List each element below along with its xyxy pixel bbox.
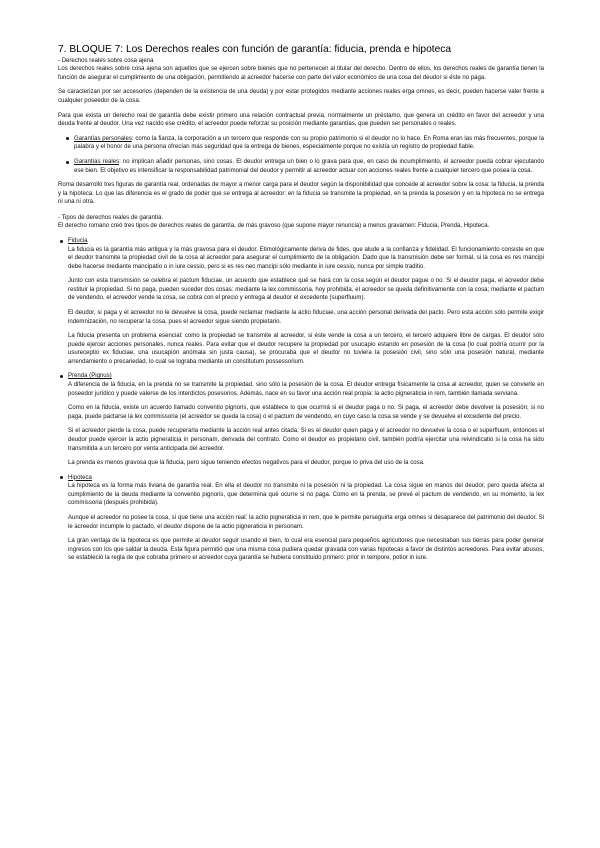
types-intro: El derecho romano creó tres tipos de derechos reales de garantía, de más gravoso (que supone mayor renuncia) a menos gravamen: Fiducia, Prenda, Hipoteca.: [58, 223, 490, 230]
section-heading: [58, 474, 544, 483]
section-heading: [58, 372, 544, 381]
fiducia-paragraph-3: El deudor, si paga y el acreedor no le devuelve la cosa, puede reclamar mediante la actio fiduciae, una acción personal derivada del pacto. Pero esta acción sólo permite exigir indemnización, no recuperar la cosa, pues el acreedor sigue siendo propietario.: [68, 310, 544, 325]
bullet-term: Garantías personales: [74, 135, 132, 142]
bullet-text: : no implican añadir personas, sino cosas. El deudor entrega un bien o lo grava para que, en caso de incumplimiento, el acreedor pueda cobrar ejecutando ese bien. El objetivo es intensificar la responsabilidad patrimonial del deudor y permitir al acreedor actuar con acciones reales frente a cualquier tercero que posea la cosa.: [74, 158, 544, 174]
bullet-text: : como la fianza, la corporación a un tercero que responde con su propio patrimonio si el deudor no lo hace. En Roma eran las más frecuentes, porque la palabra y el honor de una persona ofrecían más seguridad que la entrega de bienes, especialmente porque no existía un registro de propiedad fiable.: [74, 135, 544, 151]
section-prenda: [58, 372, 544, 467]
intro-paragraph-1: Los derechos reales sobre cosa ajena son aquellos que se ejercen sobre bienes que no pertenecen al titular del derecho. Dentro de ellos, los derechos reales de garantía tienen la función de asegurar el cumplimiento de una obligación, permitiendo al acreedor hacerse con parte del valor económico de una cosa del deudor si éste no paga.: [58, 66, 544, 81]
types-heading: - Tipos de derechos reales de garantía.: [58, 214, 164, 221]
section-heading-text: Fiducia: [68, 237, 88, 244]
document-title: 7. BLOQUE 7: Los Derechos reales con función de garantía: fiducia, prenda e hipoteca: [58, 44, 452, 55]
intro-paragraph-3: Para que exista un derecho real de garantía debe existir primero una relación contractual previa, normalmente un préstamo, que genera un crédito en favor del acreedor y una deuda frente al deudor. Una vez nacido ese crédito, el acreedor puede reforzar su posición mediante garantías, que pueden ser personales o reales.: [58, 112, 544, 128]
section-hipoteca: [58, 474, 544, 563]
intro-paragraph-2: Se caracterizan por ser accesorios (dependen de la existencia de una deuda) y por estar protegidos mediante acciones reales erga omnes, es decir, pueden hacerse valer frente a cualquier poseedor de la cosa.: [58, 89, 544, 105]
hipoteca-paragraph-2: Aunque el acreedor no posee la cosa, sí que tiene una acción real: la actio pigneraticia in rem, que le permite perseguirla erga omnes si desaparece del patrimonio del deudor. Si le acreedor incumple lo pactado, el deudor dispone de la actio pigneraticia in personam.: [68, 515, 544, 530]
section-heading-text: Hipoteca: [68, 474, 92, 481]
section-heading-text: Prenda (Pignus): [68, 373, 112, 380]
section-fiducia: [58, 237, 544, 367]
bullet-personal-guarantees: [64, 135, 544, 152]
fiducia-paragraph-1: La fiducia es la garantía más antigua y la más gravosa para el deudor. Etimológicamente deriva de fides, que alude a la confianza y fidelidad. El funcionamiento consiste en que el deudor transmite la propiedad civil de la cosa al acreedor para asegurar el cumplimiento de la obligación. Dado que la transmisión debe ser formal, si la cosa es res mancipi debe hacerse mediante mancipatio o in iure cessio, pero si es res nec mancipi sólo mediante in iure cessio, nunca por simple traditio.: [68, 246, 544, 270]
prenda-paragraph-4: La prenda es menos gravosa que la fiducia, pero sigue teniendo efectos negativos para el deudor, porque lo priva del uso de la cosa.: [68, 460, 425, 467]
hipoteca-paragraph-3: La gran ventaja de la hipoteca es que permite al deudor seguir usando el bien, lo cual era esencial para pequeños agricultores que necesitaban sus tierras para poder generar ingresos con los que saldar la deuda. Esta figura permitió que una misma cosa pudiera quedar gravada con varias hipotecas a favor de distintos acreedores. Para evitar abusos, se estableció la regla de que cobraba primero el acreedor cuya garantía se hubiera constituido primero: prior in tempore, potior in iure.: [68, 538, 544, 562]
prenda-paragraph-3: Si el acreedor pierde la cosa, puede recuperarla mediante la acción real antes citada. Si es el deudor quien paga y el acreedor no devuelve la cosa o el superfluum, entonces el deudor puede ejercer la actio pigneraticia in personam, derivada del contrato. Como el deudor es propietario civil, también podría ejercitar una reivindicatio si la cosa ha sido transmitida a un tercero por venta anticipada del acreedor.: [68, 428, 544, 452]
fiducia-paragraph-4: La fiducia presenta un problema esencial: como la propiedad se transmite al acreedor, si éste vende la cosa a un tercero, el tercero adquiere libre de cargas. El deudor sólo puede ejercer acciones personales, nunca reales. Para evitar que el deudor recupere la propiedad por usucapio estando en posesión de la cosa (lo cual podría ocurrir por la usureceptio ex fiduciae, una usucapión anómala sin justa causa), se procuraba que el deudor no tuviera la posesión civil, sino sólo una posesión natural, mediante arrendamiento o precariedad, lo cual se lograba mediante un constitutum possessorium.: [68, 333, 544, 365]
prenda-paragraph-2: Como en la fiducia, existe un acuerdo llamado conventio pignoris, que establece lo que ocurrirá si el deudor paga o no. Si paga, el acreedor debe devolver la posesión; si no paga, puede pactarse la lex commissoria (el acreedor se queda la cosa) o el pactum de vendendo, en cuyo caso la cosa se vende y se devuelve el excedente del precio.: [68, 405, 544, 420]
section-subtitle: - Derechos reales sobre cosa ajena: [58, 57, 154, 64]
after-bullets-paragraph: Roma desarrolló tres figuras de garantía real, ordenadas de mayor a menor carga para el deudor según la disponibilidad que concede al acreedor sobre la cosa: la fiducia, la prenda y la hipoteca. Lo que las diferencia es el grado de poder que se entrega al acreedor: en la fiducia se transmite la propiedad, en la prenda la posesión y en la hipoteca no se entrega ni una ni otra.: [58, 182, 544, 206]
prenda-paragraph-1: A diferencia de la fiducia, en la prenda no se transmite la propiedad, sino sólo la posesión de la cosa. El deudor entrega físicamente la cosa al acreedor, quien se convierte en poseedor jurídico y puede valerse de los interdictos posesorios. Además, nace en su favor una acción real propia: la actio pigneraticia in rem, también llamada serviana.: [68, 382, 544, 397]
bullet-term: Garantías reales: [74, 158, 120, 165]
bullet-real-guarantees: [64, 158, 544, 175]
fiducia-paragraph-2: Junto con esta transmisión se celebra el pactum fiduciae, un acuerdo que establece qué se hará con la cosa según el deudor pague o no. Si el deudor paga, el acreedor debe restituir la propiedad. Si no paga, pueden suceder dos cosas: mediante la lex commissoria, hoy prohibida, el acreedor se queda definitivamente con la cosa; mediante el pactum de vendendo, el acreedor vende la cosa, se cobra con el precio y entrega al deudor el excedente (superfluum).: [68, 278, 544, 302]
hipoteca-paragraph-1: La hipoteca es la forma más liviana de garantía real. En ella el deudor no transmite ni la posesión ni la propiedad. La cosa sigue en manos del deudor, pero queda afecta al cumplimiento de la deuda mediante la conventio pignoris, que determina qué ocurre si no paga. Como en la prenda, se prevé el pactum de vendendo, en su momento, la lex commissoria (después prohibida).: [68, 483, 544, 507]
section-heading: [58, 237, 544, 246]
